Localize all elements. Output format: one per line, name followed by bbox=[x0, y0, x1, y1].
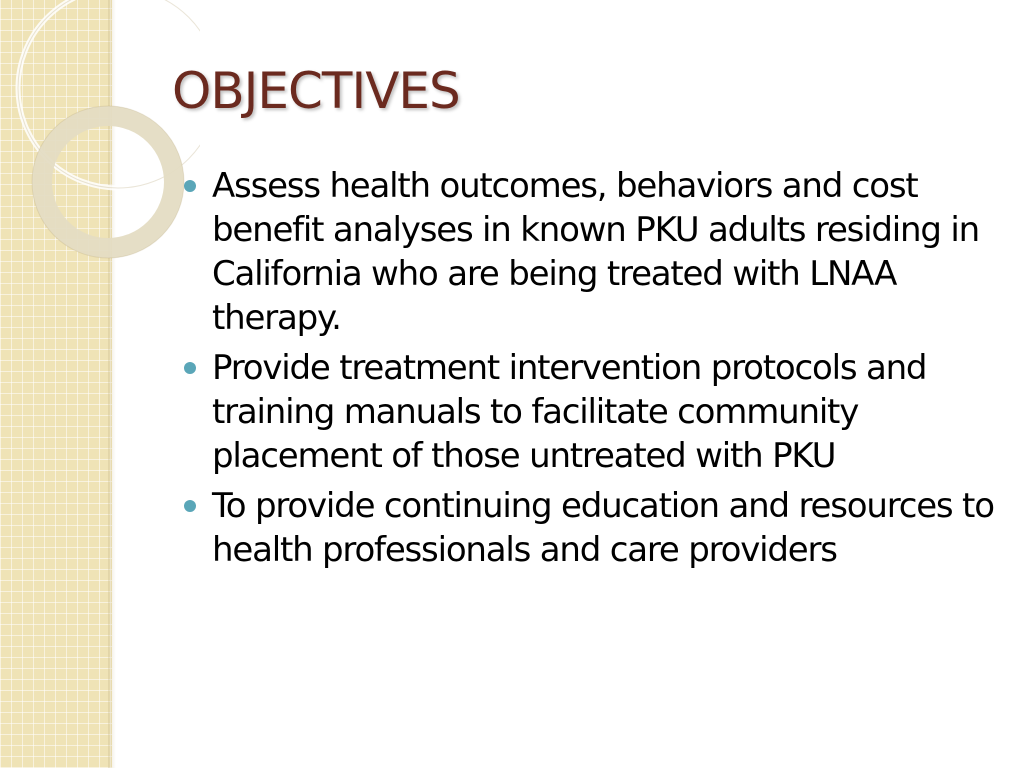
bullet-marker-icon bbox=[184, 500, 196, 512]
bullet-text: To provide continuing education and resources to health professionals and care providers bbox=[212, 486, 994, 570]
bullet-item bbox=[184, 164, 1014, 340]
bullet-text: Assess health outcomes, behaviors and cost benefit analyses in known PKU adults residing in California who are being treated with LNAA therapy. bbox=[212, 166, 979, 338]
bullet-marker-icon bbox=[184, 362, 196, 374]
bullet-marker-icon bbox=[184, 180, 196, 192]
objectives-list bbox=[184, 164, 1014, 578]
decorative-rings bbox=[0, 0, 200, 320]
bullet-item bbox=[184, 346, 1014, 478]
bullet-item bbox=[184, 484, 1014, 572]
slide-title: OBJECTIVES bbox=[172, 62, 460, 120]
bullet-text: Provide treatment intervention protocols and training manuals to facilitate community placement of those untreated with PKU bbox=[212, 348, 927, 476]
